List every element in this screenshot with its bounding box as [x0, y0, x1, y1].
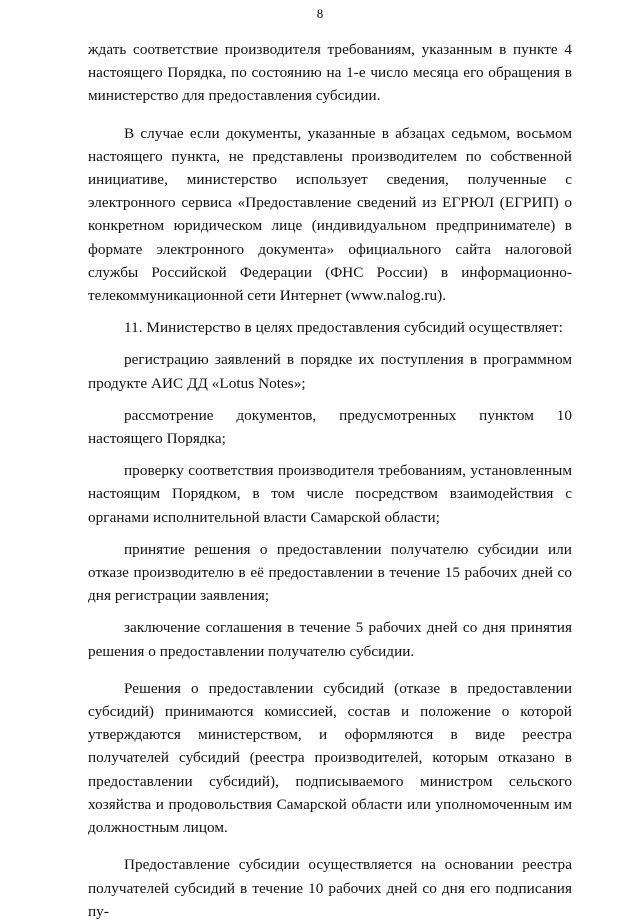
list-item-review: рассмотрение документов, предусмотренных пунктом 10 настоящего Порядка; [88, 406, 572, 448]
document-body [88, 38, 572, 923]
paragraph-continuation: ждать соответствие производителя требованиям, указанным в пункте 4 настоящего Порядка, по состоянию на 1-е число месяца его обращения в министерство для предоставления субсидии. [88, 41, 572, 105]
page-number: 8 [316, 6, 324, 21]
paragraph-commission-decisions: Решения о предоставлении субсидий (отказе в предоставлении субсидий) принимаются комиссией, состав и положение о которой утверждаются министерством, и оформляются в виде реестра получателей субсидий (реестра производителей, которым отказано в предоставлении субсидий), подписываемого министром сельского хозяйства и продовольствия Самарской области или уполномоченным им должностным лицом. [88, 679, 572, 837]
list-item-agreement: заключение соглашения в течение 5 рабочих дней со дня принятия решения о предоставлении получателю субсидии. [88, 619, 572, 660]
list-item-registration: регистрацию заявлений в порядке их поступления в программном продукте АИС ДД «Lotus Notes»; [88, 351, 572, 392]
list-item-verification: проверку соответствия производителя требованиям, установленным настоящим Порядком, в том числе посредством взаимодействия с органами исполнительной власти Самарской области; [88, 462, 572, 526]
paragraph-egrul-info: В случае если документы, указанные в абзацах седьмом, восьмом настоящего пункта, не представлены производителем по собственной инициативе, министерство использует сведения, полученные с электронного сервиса «Предоставление сведений из ЕГРЮЛ (ЕГРИП) о конкретном юридическом лице (индивидуальном предпринимателе) в формате электронного документа» официального сайта налоговой службы Российской Федерации (ФНС России) в информационно-телекоммуникационной сети Интернет (www.nalog.ru). [88, 124, 572, 305]
paragraph-subsidy-provision: Предоставление субсидии осуществляется на основании реестра получателей субсидий в течение 10 рабочих дней со дня его подписания пу- [88, 856, 572, 920]
list-item-decision: принятие решения о предоставлении получателю субсидии или отказе производителю в её предоставлении в течение 15 рабочих дней со дня регистрации заявления; [88, 540, 572, 605]
paragraph-clause-11: 11. Министерство в целях предоставления субсидий осуществляет: [124, 319, 563, 337]
